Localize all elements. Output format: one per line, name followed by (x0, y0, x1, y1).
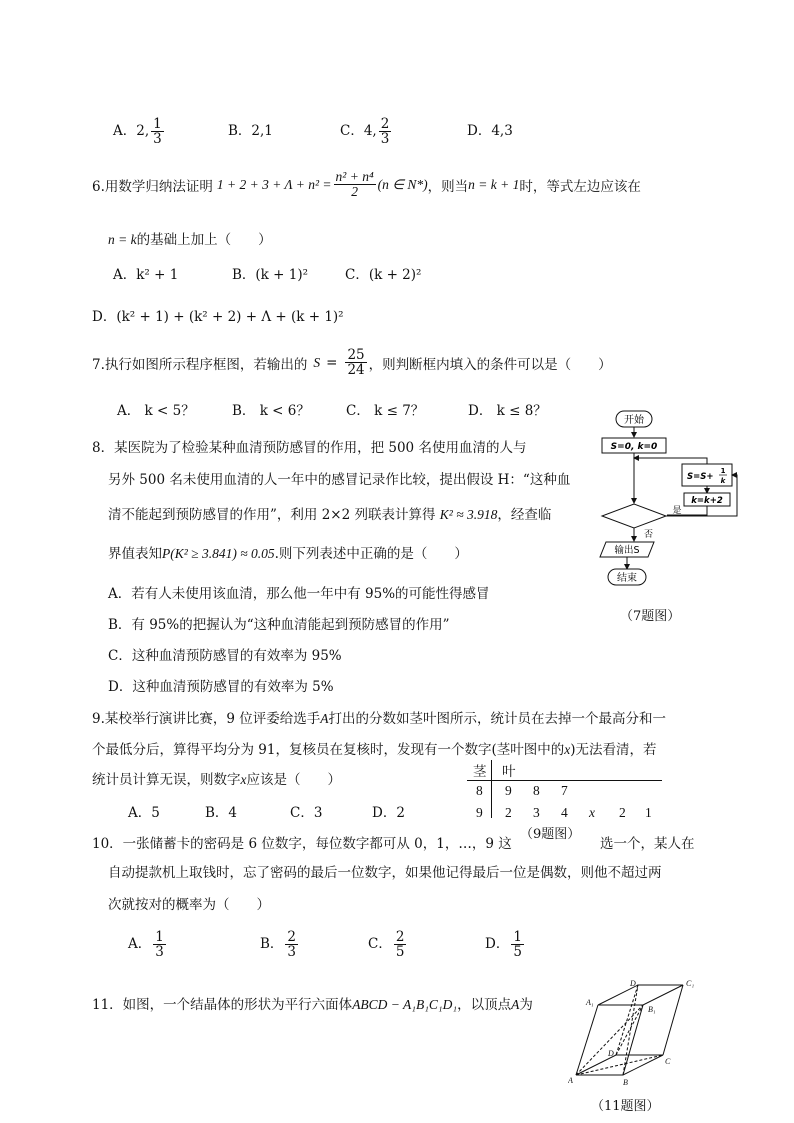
stem-value: 9 (476, 805, 483, 820)
q9-line1: 9.某校举行演讲比赛，9 位评委给选手A打出的分数如茎叶图所示，统计员在去掉一个最高分和一 (92, 711, 667, 727)
q10-line1a: 10．一张储蓄卡的密码是 6 位数字，每位数字都可从 0，1，…，9 这 (92, 836, 512, 852)
leaf-value-unknown: x (589, 805, 595, 820)
label-d: D (608, 1049, 614, 1058)
q9-figure-caption: （9题图） (520, 823, 580, 842)
leaf-value: 8 (533, 783, 540, 798)
q9-stem-leaf-plot (467, 760, 662, 819)
q7-option-c: C． k ≤ 7？ (346, 403, 425, 419)
q8-line3: 清不能起到预防感冒的作用”，利用 2×2 列联表计算得 K² ≈ 3.918，经查临 (108, 507, 552, 523)
q9-line2: 个最低分后，算得平均分为 91，复核员在复核时，发现有一个数字(茎叶图中的x)无法看清，若 (92, 742, 657, 758)
label-c: C (665, 1057, 671, 1066)
flow-update-den: k (720, 477, 726, 485)
q6-stem-line2: n = k的基础上加上（ ） (108, 232, 272, 248)
q9-option-d: D．2 (372, 805, 405, 821)
q11-line1: 11．如图，一个结晶体的形状为平行六面体ABCD − A₁B₁C₁D₁，以顶点A为 (92, 997, 533, 1013)
leaf-value: 4 (561, 805, 568, 820)
leaf-value: 7 (561, 783, 568, 798)
q5-option-d: D．4,3 (467, 123, 513, 139)
leaf-value: 2 (619, 805, 626, 820)
label-a: A (568, 1076, 573, 1085)
flow-update-num: 1 (720, 467, 726, 475)
q8-line2: 另外 500 名未使用血清的人一年中的感冒记录作比较，提出假设 H：“这种血 (108, 472, 571, 488)
q5-option-c: C．4, $\frac{2}{3}$ (340, 116, 390, 148)
q10-option-b: B． $\frac{2}{3}$ (260, 929, 297, 961)
q7-option-a: A． k < 5？ (117, 403, 195, 419)
flow-no-label: 否 (644, 530, 654, 540)
q10-option-a: A． $\frac{1}{3}$ (128, 929, 164, 961)
label-b: B (623, 1078, 628, 1087)
flow-init-label: S=0, k=0 (610, 442, 658, 452)
flow-decision-node (602, 504, 666, 528)
q9-line3: 统计员计算无误，则数字x应该是（ ） (92, 772, 341, 788)
q7-flowchart (592, 405, 742, 605)
flow-start-label: 开始 (624, 415, 644, 426)
q11-figure-caption: （11题图） (591, 1099, 660, 1114)
leaf-value: 1 (645, 805, 652, 820)
q8-line1: 8．某医院为了检验某种血清预防感冒的作用，把 500 名使用血清的人与 (92, 440, 527, 456)
label-a1: A₁ (586, 998, 594, 1007)
q7-stem: 7.执行如图所示程序框图，若输出的 S = $\frac{25}{24}$ ，则判断框内填入的条件可以是（ ） (92, 347, 612, 379)
q8-option-a: A．若有人未使用该血清，那么他一年中有 95%的可能性得感冒 (108, 586, 490, 602)
q8-option-b: B．有 95%的把握认为“这种血清能起到预防感冒的作用” (108, 617, 450, 633)
q5-option-b: B．2,1 (228, 123, 273, 139)
q7-option-d: D． k ≤ 8？ (468, 403, 547, 419)
q7-option-b: B． k < 6？ (232, 403, 310, 419)
q6-option-c: C．(k + 2)² (345, 267, 422, 283)
q8-option-d: D．这种血清预防感冒的有效率为 5% (108, 679, 334, 695)
leaf-value: 3 (533, 805, 540, 820)
q6-option-d: D．(k² + 1) + (k² + 2) + Λ + (k + 1)² (92, 309, 344, 325)
q10-line1b: 选一个，某人在 (600, 836, 695, 852)
q11-parallelepiped-figure (568, 980, 708, 1100)
flow-output-label: 输出S (614, 545, 640, 556)
label-d1: D₁ (630, 980, 639, 988)
label-b1: B₁ (648, 1005, 656, 1014)
leaf-header: 叶 (502, 764, 516, 779)
leaf-value: 9 (505, 783, 512, 798)
stem-header: 茎 (473, 764, 487, 779)
q10-line3: 次就按对的概率为（ ） (108, 897, 270, 913)
q8-line4: 界值表知P(K² ≥ 3.841) ≈ 0.05.则下列表述中正确的是（ ） (108, 546, 468, 562)
q8-option-c: C．这种血清预防感冒的有效率为 95% (108, 648, 342, 664)
q9-option-b: B．4 (205, 805, 238, 821)
flow-update-label: S=S+ (687, 472, 714, 482)
q10-line2: 自动提款机上取钱时，忘了密码的最后一位数字，如果他记得最后一位是偶数，则他不超过两 (108, 865, 662, 881)
q10-option-c: C． $\frac{2}{5}$ (368, 929, 405, 961)
q6-option-a: A．k² + 1 (113, 267, 179, 283)
q9-option-c: C．3 (290, 805, 323, 821)
stem-row (467, 781, 662, 800)
leaf-value: 2 (505, 805, 512, 820)
q10-option-d: D． $\frac{1}{5}$ (485, 929, 522, 961)
stem-value: 8 (476, 783, 483, 798)
flow-inc-label: k=k+2 (691, 496, 723, 506)
stem-row (467, 800, 662, 819)
label-c1: C₁ (686, 980, 695, 988)
flow-end-label: 结束 (617, 573, 637, 584)
q6-stem: 6.用数学归纳法证明 1 + 2 + 3 + Λ + n² = $\frac{\text{n² + n⁴}}{2}$ (n ∈ N*) ，则当 n = k + 1 时，等式左边应该在 (92, 169, 641, 200)
q6-option-b: B．(k + 1)² (232, 267, 309, 283)
flow-yes-label: 是 (672, 506, 682, 516)
q9-option-a: A．5 (128, 805, 160, 821)
q7-figure-caption: （7题图） (620, 609, 681, 624)
q5-option-a: A．2, $\frac{1}{3}$ (113, 116, 162, 148)
